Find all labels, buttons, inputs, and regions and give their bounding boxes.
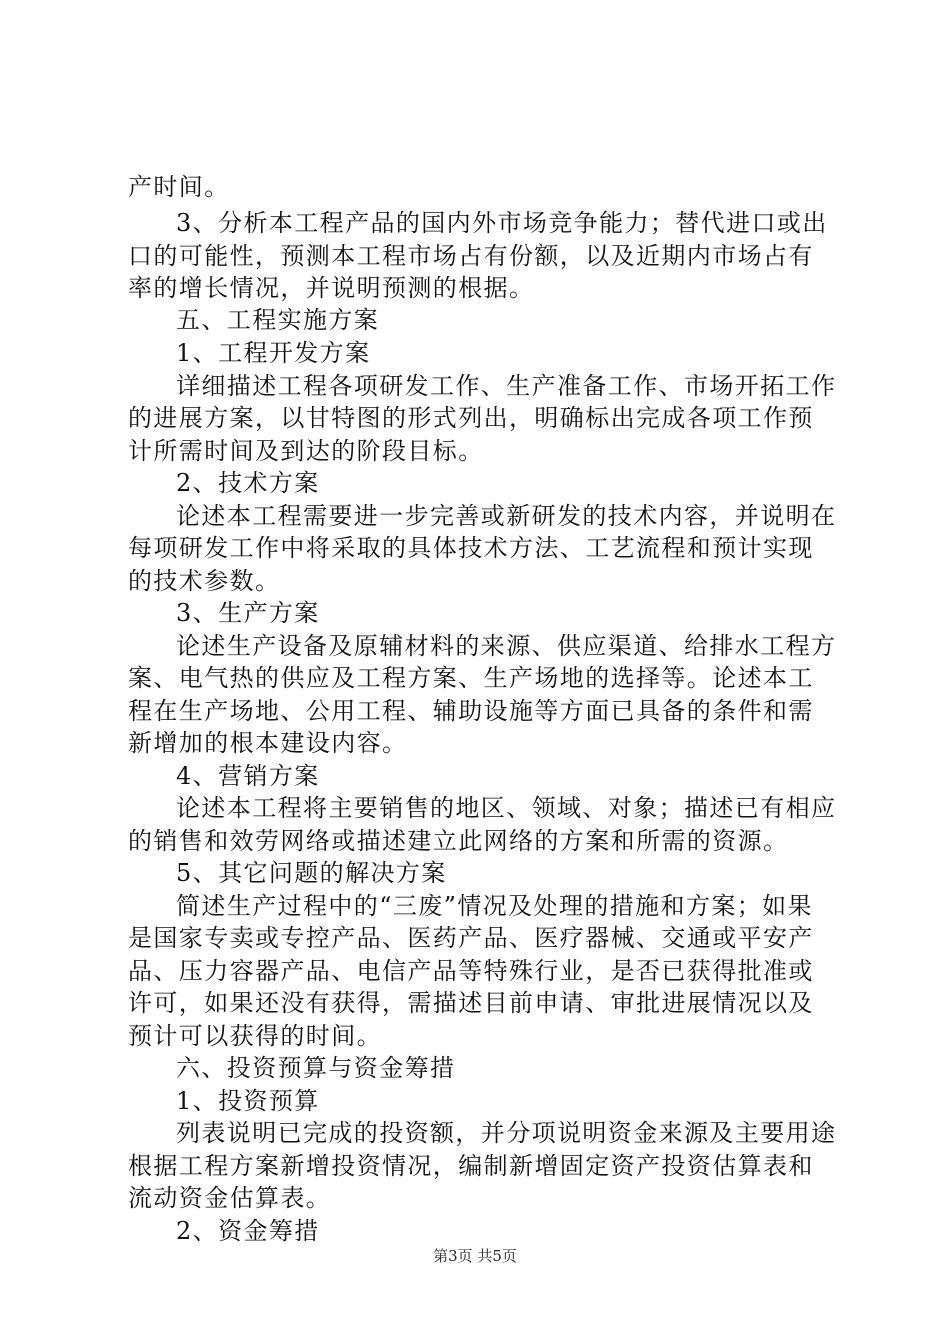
subsection-heading: 3、生产方案 [176,599,320,627]
text-line: 新增加的根本建设内容。 [128,729,408,757]
text-line: 3、分析本工程产品的国内外市场竞争能力；替代进口或出 [176,209,828,237]
text-line: 预计可以获得的时间。 [128,1022,382,1050]
text-line: 是国家专卖或专控产品、医药产品、医疗器械、交通或平安产 [128,924,814,952]
page-number: 第3页 共5页 [433,1247,517,1265]
text-line: 的销售和效劳网络或描述建立此网络的方案和所需的资源。 [128,827,789,855]
text-line: 简述生产过程中的“三废”情况及处理的措施和方案；如果 [176,892,813,920]
section-heading: 六、投资预算与资金筹措 [176,1054,456,1082]
subsection-heading: 1、工程开发方案 [176,339,371,367]
text-line: 详细描述工程各项研发工作、生产准备工作、市场开拓工作 [176,372,837,400]
section-heading: 五、工程实施方案 [176,306,380,334]
text-line: 案、电气热的供应及工程方案、生产场地的选择等。论述本工 [128,664,814,692]
text-line: 率的增长情况，并说明预测的根据。 [128,274,535,302]
text-line: 产时间。 [128,173,230,201]
text-line: 论述本工程将主要销售的地区、领域、对象；描述已有相应 [176,794,837,822]
text-line: 计所需时间及到达的阶段目标。 [128,437,484,465]
text-line: 程在生产场地、公用工程、辅助设施等方面已具备的条件和需 [128,697,814,725]
text-line: 流动资金估算表。 [128,1184,332,1212]
text-line: 的进展方案，以甘特图的形式列出，明确标出完成各项工作预 [128,404,814,432]
subsection-heading: 5、其它问题的解决方案 [176,859,447,887]
text-line: 品、压力容器产品、电信产品等特殊行业，是否已获得批准或 [128,957,814,985]
subsection-heading: 4、营销方案 [176,762,320,790]
text-line: 列表说明已完成的投资额，并分项说明资金来源及主要用途 [176,1119,837,1147]
text-line: 根据工程方案新增投资情况，编制新增固定资产投资估算表和 [128,1152,814,1180]
text-line: 论述本工程需要进一步完善或新研发的技术内容，并说明在 [176,502,837,530]
text-line: 许可，如果还没有获得，需描述目前申请、审批进展情况以及 [128,989,814,1017]
subsection-heading: 1、投资预算 [176,1087,320,1115]
text-line: 论述生产设备及原辅材料的来源、供应渠道、给排水工程方 [176,632,837,660]
subsection-heading: 2、资金筹措 [176,1217,320,1245]
text-line: 每项研发工作中将采取的具体技术方法、工艺流程和预计实现 [128,534,814,562]
text-line: 口的可能性，预测本工程市场占有份额，以及近期内市场占有 [128,242,814,270]
text-line: 的技术参数。 [128,567,281,595]
subsection-heading: 2、技术方案 [176,469,320,497]
